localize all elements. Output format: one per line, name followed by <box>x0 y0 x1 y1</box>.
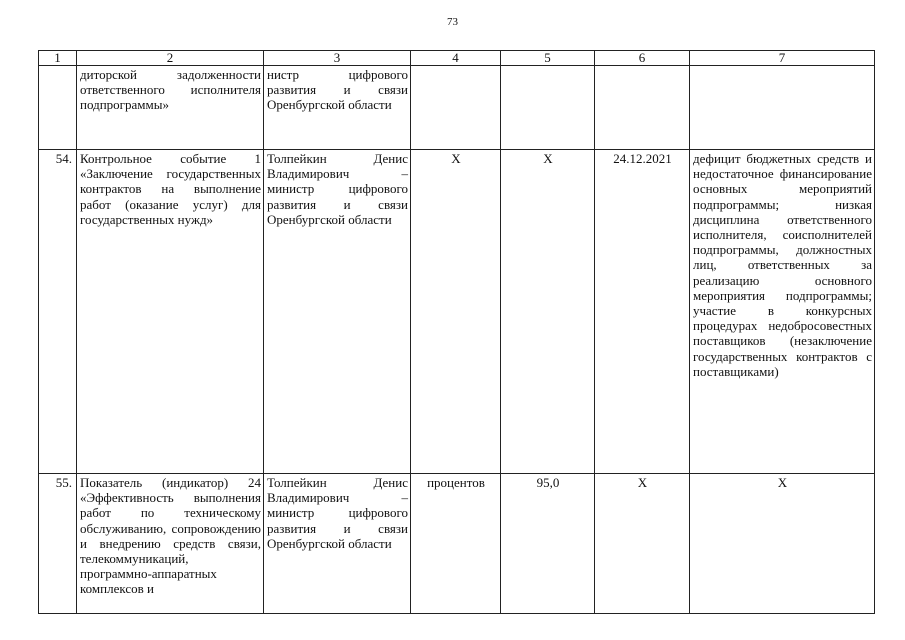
row-number: 54. <box>39 150 77 474</box>
table-row <box>39 474 875 614</box>
date-cell: 24.12.2021 <box>595 150 690 474</box>
page-number: 73 <box>447 16 458 28</box>
value-cell: 95,0 <box>501 474 595 614</box>
responsible-cell: Толпейкин Денис Владимирович – министр цифрового развития и связи Оренбургской области <box>264 474 411 614</box>
event-cell: Показатель (индикатор) 24 «Эффективность выполнения работ по техническому обслуживанию, сопровождению и внедрению средств связи, телекоммуникаций, программно-аппаратных комплексов и <box>77 474 264 614</box>
row-number: 55. <box>39 474 77 614</box>
col-header-7: 7 <box>690 51 875 66</box>
col-header-5: 5 <box>501 51 595 66</box>
event-cell: Контрольное событие 1 «Заключение государственных контрактов на выполнение работ (оказание услуг) для государственных нужд» <box>77 150 264 474</box>
unit-cell: процентов <box>411 474 501 614</box>
col-header-3: 3 <box>264 51 411 66</box>
risks-cell <box>690 66 875 150</box>
row-number <box>39 66 77 150</box>
unit-cell <box>411 66 501 150</box>
table-row <box>39 66 875 150</box>
col-header-6: 6 <box>595 51 690 66</box>
unit-cell: Х <box>411 150 501 474</box>
header-row <box>39 51 875 66</box>
table-row <box>39 150 875 474</box>
date-cell <box>595 66 690 150</box>
date-cell: Х <box>595 474 690 614</box>
responsible-cell: нистр цифрового развития и связи Оренбургской области <box>264 66 411 150</box>
risks-cell: Х <box>690 474 875 614</box>
plan-table <box>38 50 875 614</box>
col-header-1: 1 <box>39 51 77 66</box>
risks-cell: дефицит бюджетных средств и недостаточное финансирование основных мероприятий подпрограммы; низкая дисциплина ответственного исполнителя, соисполнителей подпрограммы, должностных лиц, ответственных за реализацию основного мероприятия подпрограммы; участие в конкурсных процедурах недобросовестных поставщиков (незаключение государственных контрактов с поставщиками) <box>690 150 875 474</box>
col-header-4: 4 <box>411 51 501 66</box>
value-cell: Х <box>501 150 595 474</box>
event-cell: диторской задолженности ответственного исполнителя подпрограммы» <box>77 66 264 150</box>
responsible-cell: Толпейкин Денис Владимирович – министр цифрового развития и связи Оренбургской области <box>264 150 411 474</box>
col-header-2: 2 <box>77 51 264 66</box>
value-cell <box>501 66 595 150</box>
